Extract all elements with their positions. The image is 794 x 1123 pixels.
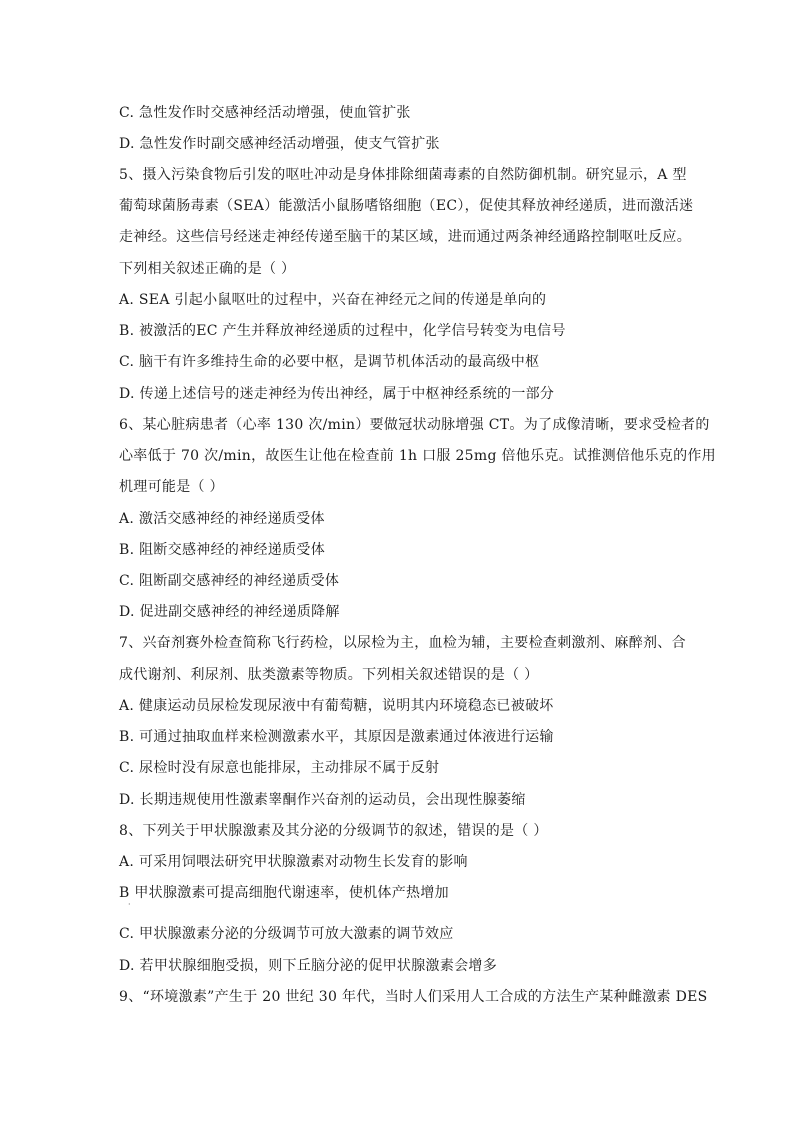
stray-mark: · [128, 900, 131, 909]
option-line: D. 若甲状腺细胞受损，则下丘脑分泌的促甲状腺激素会增多 [119, 958, 498, 974]
option-line: D. 促进副交感神经的神经递质降解 [119, 604, 340, 620]
option-line: C. 阻断副交感神经的神经递质受体 [119, 573, 340, 589]
option-line: B 甲状腺激素可提高细胞代谢速率，使机体产热增加 [119, 885, 449, 901]
option-line: C. 急性发作时交感神经活动增强，使血管扩张 [119, 105, 411, 121]
question-line: 5、摄入污染食物后引发的呕吐冲动是身体排除细菌毒素的自然防御机制。研究显示，A 型 [119, 167, 687, 183]
option-line: C. 脑干有许多维持生命的必要中枢，是调节机体活动的最高级中枢 [119, 354, 540, 370]
question-line: 9、“环境激素”产生于 20 世纪 30 年代，当时人们采用人工合成的方法生产某种雌激素 DES [119, 989, 708, 1005]
question-line: 走神经。这些信号经迷走神经传递至脑干的某区域，进而通过两条神经通路控制呕吐反应。 [119, 229, 691, 245]
option-line: C. 尿检时没有尿意也能排尿，主动排尿不属于反射 [119, 760, 440, 776]
question-line: 机理可能是（ ） [119, 479, 224, 495]
question-line: 6、某心脏病患者（心率 130 次/min）要做冠状动脉增强 CT。为了成像清晰，要求受检者的 [119, 417, 710, 433]
option-line: A. SEA 引起小鼠呕吐的过程中，兴奋在神经元之间的传递是单向的 [119, 292, 547, 308]
option-line: B. 可通过抽取血样来检测激素水平，其原因是激素通过体液进行运输 [119, 729, 554, 745]
option-line: B. 阻断交感神经的神经递质受体 [119, 542, 325, 558]
question-line: 下列相关叙述正确的是（ ） [119, 261, 296, 277]
option-line: D. 传递上述信号的迷走神经为传出神经，属于中枢神经系统的一部分 [119, 386, 555, 402]
question-line: 成代谢剂、利尿剂、肽类激素等物质。下列相关叙述错误的是（ ） [119, 667, 539, 683]
question-line: 心率低于 70 次/min，故医生让他在检查前 1h 口服 25mg 倍他乐克。试推测倍他乐克的作用 [119, 448, 716, 464]
question-line: 葡萄球菌肠毒素（SEA）能激活小鼠肠嗜铬细胞（EC），促使其释放神经递质，进而激活迷 [119, 198, 694, 214]
question-line: 8、下列关于甲状腺激素及其分泌的分级调节的叙述，错误的是（ ） [119, 823, 548, 839]
option-line: B. 被激活的EC 产生并释放神经递质的过程中，化学信号转变为电信号 [119, 323, 566, 339]
option-line: A. 激活交感神经的神经递质受体 [119, 511, 325, 527]
option-line: D. 长期违规使用性激素睾酮作兴奋剂的运动员，会出现性腺萎缩 [119, 792, 526, 808]
question-line: 7、兴奋剂赛外检查简称飞行药检，以尿检为主，血检为辅，主要检查刺激剂、麻醉剂、合 [119, 635, 686, 651]
option-line: D. 急性发作时副交感神经活动增强，使支气管扩张 [119, 136, 440, 152]
option-line: C. 甲状腺激素分泌的分级调节可放大激素的调节效应 [119, 926, 454, 942]
option-line: A. 可采用饲喂法研究甲状腺激素对动物生长发育的影响 [119, 854, 468, 870]
option-line: A. 健康运动员尿检发现尿液中有葡萄糖，说明其内环境稳态已被破坏 [119, 698, 554, 714]
